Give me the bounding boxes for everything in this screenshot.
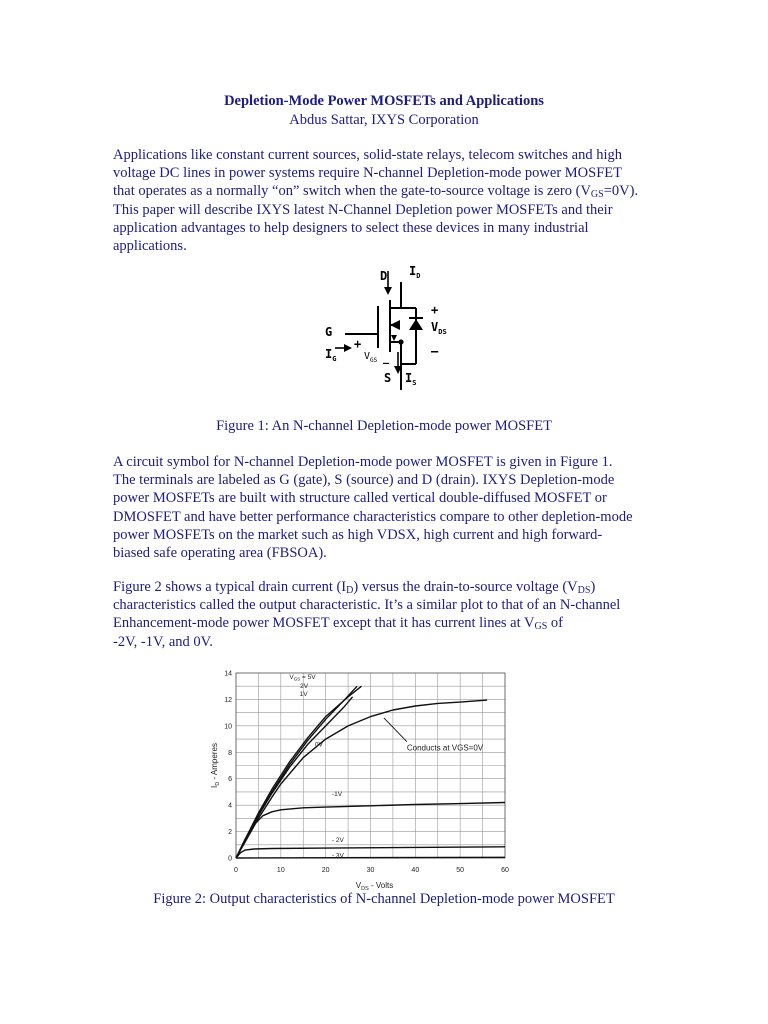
curve-vgs-0V <box>236 700 487 858</box>
x-tick-label: 40 <box>411 867 420 874</box>
annotation-label: Conducts at VGS=0V <box>406 743 484 753</box>
body-line: DMOSFET and have better performance characteristics compare to other depletion-mode <box>113 508 633 525</box>
y-tick-label: 10 <box>224 723 232 731</box>
y-tick-label: 12 <box>224 696 232 704</box>
y-tick-label: 0 <box>228 855 232 863</box>
x-tick-label: 20 <box>321 867 330 874</box>
body-line: power MOSFETs on the market such as high VDSX, high current and high forward- <box>113 526 603 543</box>
series-label: 0V <box>314 741 323 749</box>
series-label: - 3V <box>331 852 344 860</box>
intro-line <box>113 182 658 200</box>
curve-vgs-V <box>236 686 362 858</box>
vds-plus-label: + <box>431 303 439 317</box>
y-tick-label: 2 <box>228 829 232 837</box>
intro-paragraph <box>113 146 658 255</box>
x-axis-label: $V_{DS}$ - Volts <box>355 881 394 892</box>
body-paragraph-2 <box>113 453 658 562</box>
body-line: The terminals are labeled as G (gate), S (source) and D (drain). IXYS Depletion-mode <box>113 472 615 489</box>
y-tick-label: 8 <box>228 749 232 757</box>
intro-line: This paper will describe IXYS latest N-Channel Depletion power MOSFETs and their <box>113 201 613 218</box>
curve-vgs-1V <box>236 697 353 858</box>
series-label: - 2V <box>331 837 344 845</box>
body-line: A circuit symbol for N-channel Depletion-mode power MOSFET is given in Figure 1. <box>113 454 613 470</box>
y-axis-label: $I_D$ - Amperes <box>210 743 221 788</box>
body-line: power MOSFETs are built with structure called vertical double-diffused MOSFET or <box>113 490 607 507</box>
body-line: biased safe operating area (FBSOA). <box>113 545 327 562</box>
series-label: -1V <box>331 790 343 798</box>
is-label: $I_S$ <box>405 371 417 387</box>
output-characteristics-chart <box>0 662 768 892</box>
drain-label: D <box>380 269 388 283</box>
vds-minus-label: – <box>431 344 439 358</box>
figure2-caption: Figure 2: Output characteristics of N-channel Depletion-mode power MOSFET <box>153 891 615 907</box>
body-line: Figure 2 shows a typical drain current $(I_D)$ versus the drain-to-source voltage $(V_{DS})$ <box>113 579 596 596</box>
document-title: Depletion-Mode Power MOSFETs and Applications <box>224 93 544 109</box>
intro-line: application advantages to help designers to select these devices in many industrial <box>113 219 589 236</box>
body-line: -2V, -1V, and 0V. <box>113 633 213 650</box>
y-tick-label: 4 <box>228 802 232 810</box>
body-line: characteristics called the output characteristic. It’s a similar plot to that of an N-channel <box>113 597 621 614</box>
x-tick-label: 60 <box>501 867 509 874</box>
intro-line: Applications like constant current sources, solid-state relays, telecom switches and high <box>113 147 622 163</box>
vgs-plus-label: + <box>354 337 362 351</box>
source-label: S <box>384 371 392 385</box>
vgs-subscript: GS <box>590 189 604 201</box>
intro-line-text: that operates as a normally “on” switch when the gate-to-source voltage is zero (V <box>113 183 591 200</box>
annotation-arrow <box>384 718 407 742</box>
ig-label: $I_G$ <box>325 347 337 363</box>
figure1-caption: Figure 1: An N-channel Depletion-mode power MOSFET <box>216 418 552 434</box>
vgs-minus-label: – <box>383 358 390 369</box>
x-tick-label: 50 <box>456 867 465 874</box>
series-label: $V_{GS} = 5V$ <box>289 673 316 682</box>
y-tick-label: 14 <box>224 670 232 678</box>
x-tick-label: 10 <box>276 867 285 874</box>
series-label: 1V <box>299 691 308 699</box>
y-tick-label: 6 <box>228 776 232 784</box>
x-tick-label: 0 <box>234 867 238 874</box>
intro-line: voltage DC lines in power systems require N-channel Depletion-mode power MOSFET <box>113 165 623 182</box>
curve-vgs-3V <box>236 857 505 858</box>
vgs-label: $V_{GS}$ <box>364 351 378 364</box>
series-label: 2V <box>300 683 309 691</box>
body-paragraph-3 <box>113 578 658 651</box>
intro-line: applications. <box>113 238 187 255</box>
intro-line-text: =0V). <box>603 183 639 200</box>
body-line: Enhancement-mode power MOSFET except that it has current lines at $V_{GS}$ of <box>113 615 563 633</box>
x-tick-label: 30 <box>366 867 375 874</box>
gate-label: G <box>325 325 333 339</box>
document-author: Abdus Sattar, IXYS Corporation <box>289 112 479 128</box>
vds-label: $V_{DS}$ <box>431 320 447 336</box>
id-label: $I_D$ <box>409 264 421 280</box>
mosfet-circuit-symbol <box>0 258 768 398</box>
